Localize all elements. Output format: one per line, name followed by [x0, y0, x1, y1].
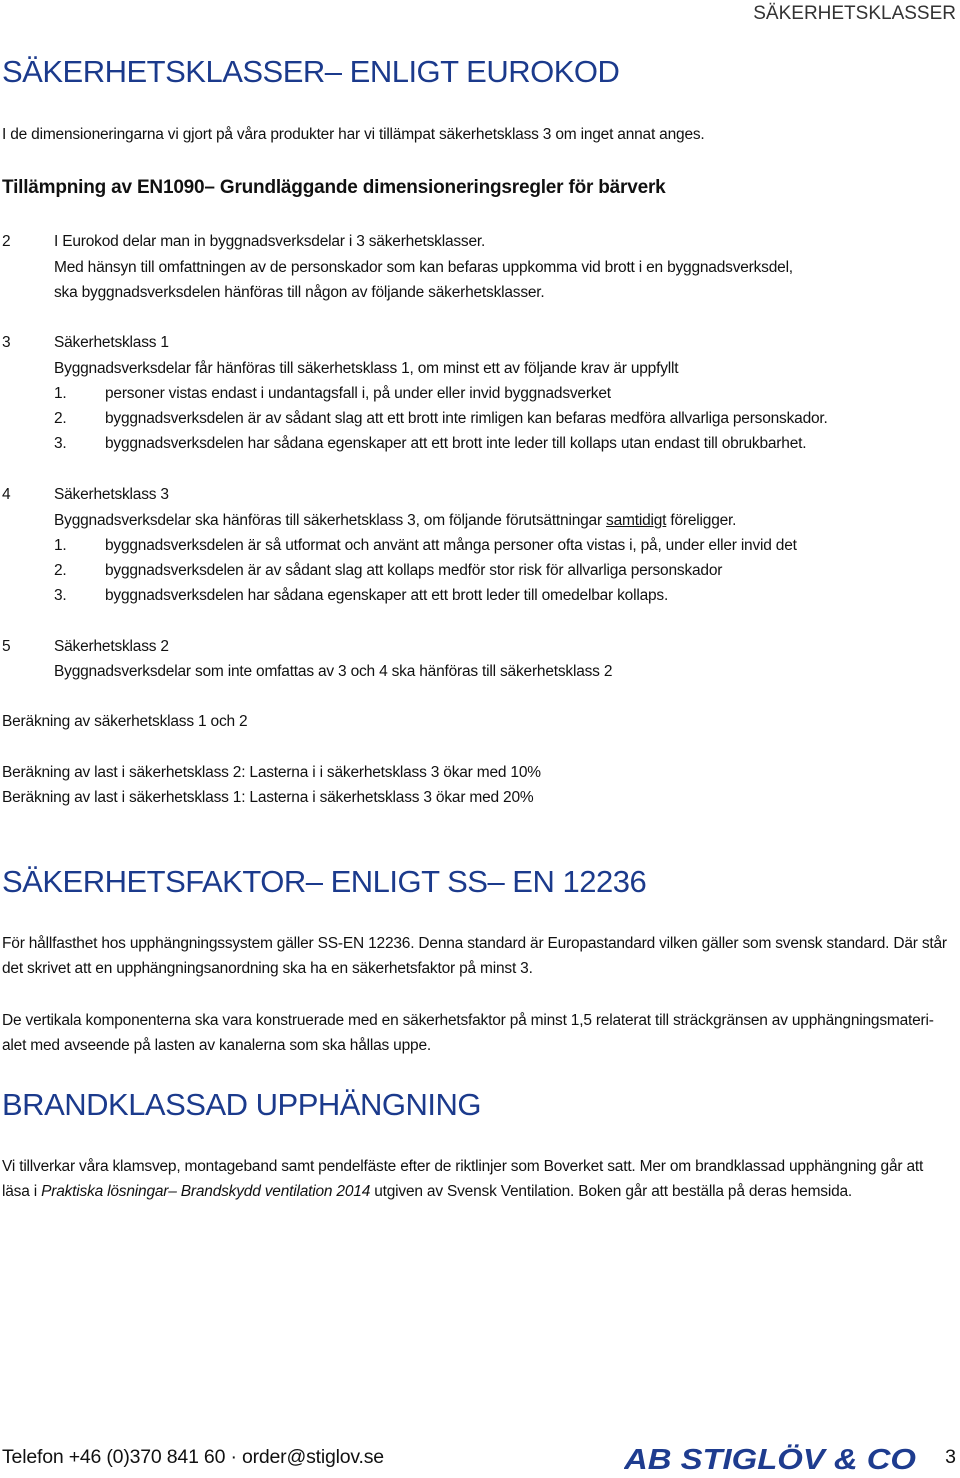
paragraph-text: De vertikala komponenterna ska vara konstruerade med en säkerhetsfaktor på minst 1,5 relaterat till sträckgränsen av upphängningsmateri- — [2, 1012, 934, 1029]
paragraph-text: ska byggnadsverksdelen hänföras till någon av följande säkerhetsklasser. — [54, 284, 545, 301]
paragraph-number: 5 — [2, 638, 11, 655]
paragraph-text: I Eurokod delar man in byggnadsverksdelar i 3 säkerhetsklasser. — [54, 233, 486, 250]
paragraph-number: 2 — [2, 233, 11, 250]
logo-wordmark: AB STIGLÖV & CO — [624, 1444, 882, 1473]
book-title: Praktiska lösningar– Brandskydd ventilation 2014 — [41, 1183, 371, 1200]
list-item: byggnadsverksdelen är av sådant slag att ett brott inte rimligen kan befaras medföra allvarliga personskador. — [105, 410, 828, 427]
underlined-emphasis: samtidigt — [606, 512, 667, 529]
subheading-en1090: Tillämpning av EN1090– Grundläggande dimensioneringsregler för bärverk — [2, 177, 666, 198]
paragraph-text: För hållfasthet hos upphängningssystem gäller SS-EN 12236. Denna standard är Europastandard vilken gäller som svensk standard. Där står — [2, 935, 947, 952]
class-lead: Byggnadsverksdelar får hänföras till säkerhetsklass 1, om minst ett av följande krav är uppfyllt — [54, 360, 679, 377]
class-title: Säkerhetsklass 3 — [54, 486, 169, 503]
class-title: Säkerhetsklass 1 — [54, 334, 169, 351]
list-item-number: 2. — [54, 410, 67, 427]
section-heading-brandklassad: BRANDKLASSAD UPPHÄNGNING — [2, 1087, 481, 1122]
paragraph-text: läsa i Praktiska lösningar– Brandskydd ventilation 2014 utgiven av Svensk Ventilation. Boken går att beställa på deras hemsida. — [2, 1183, 853, 1200]
intro-paragraph: I de dimensioneringarna vi gjort på våra produkter har vi tillämpat säkerhetsklass 3 om inget annat anges. — [2, 126, 705, 143]
calc-line: Beräkning av last i säkerhetsklass 1: Lasterna i säkerhetsklass 3 ökar med 20% — [2, 789, 534, 806]
paragraph-number: 4 — [2, 486, 11, 503]
list-item: byggnadsverksdelen är så utformat och använt att många personer ofta vistas i, på, under eller invid det — [105, 537, 797, 554]
class-lead: Byggnadsverksdelar som inte omfattas av 3 och 4 ska hänföras till säkerhetsklass 2 — [54, 663, 613, 680]
list-item-number: 3. — [54, 587, 67, 604]
company-logo — [624, 1441, 918, 1478]
list-item-number: 1. — [54, 537, 67, 554]
paragraph-text: det skrivet att en upphängningsanordning ska ha en säkerhetsfaktor på minst 3. — [2, 960, 533, 977]
list-item: byggnadsverksdelen är av sådant slag att kollaps medför stor risk för allvarliga personskador — [105, 562, 723, 579]
list-item-number: 3. — [54, 435, 67, 452]
paragraph-text: alet med avseende på lasten av kanalerna som ska hållas uppe. — [2, 1037, 431, 1054]
paragraph-number: 3 — [2, 334, 11, 351]
list-item-number: 1. — [54, 385, 67, 402]
paragraph-text: Med hänsyn till omfattningen av de personskador som kan befaras uppkomma vid brott i en byggnadsverksdel, — [54, 259, 793, 276]
running-header: SÄKERHETSKLASSER — [753, 3, 956, 24]
paragraph-text: Vi tillverkar våra klamsvep, montageband samt pendelfäste efter de riktlinjer som Boverket satt. Mer om brandklassad upphängning går att — [2, 1158, 924, 1175]
class-lead: Byggnadsverksdelar ska hänföras till säkerhetsklass 3, om följande förutsättningar samtidigt föreligger. — [54, 512, 737, 529]
page-number: 3 — [945, 1446, 956, 1468]
calc-line: Beräkning av last i säkerhetsklass 2: Lasterna i i säkerhetsklass 3 ökar med 10% — [2, 764, 541, 781]
section-heading-sakerhetsklasser: SÄKERHETSKLASSER– ENLIGT EUROKOD — [2, 54, 620, 89]
list-item: personer vistas endast i undantagsfall i, på under eller invid byggnadsverket — [105, 385, 611, 402]
calc-heading: Beräkning av säkerhetsklass 1 och 2 — [2, 713, 248, 730]
list-item-number: 2. — [54, 562, 67, 579]
class-title: Säkerhetsklass 2 — [54, 638, 169, 655]
section-heading-sakerhetsfaktor: SÄKERHETSFAKTOR– ENLIGT SS– EN 12236 — [2, 864, 647, 899]
footer-contact: Telefon +46 (0)370 841 60 · order@stiglov.se — [2, 1446, 384, 1468]
list-item: byggnadsverksdelen har sådana egenskaper att ett brott leder till omedelbar kollaps. — [105, 587, 669, 604]
list-item: byggnadsverksdelen har sådana egenskaper att ett brott inte leder till kollaps utan endast till obrukbarhet. — [105, 435, 807, 452]
